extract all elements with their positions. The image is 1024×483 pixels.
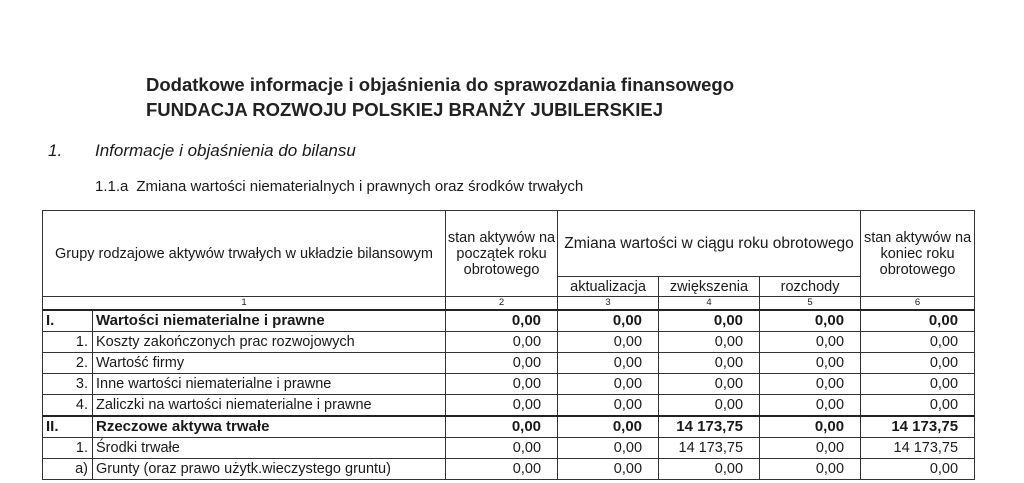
- value-cell: 0,00: [558, 438, 659, 459]
- value-cell: 0,00: [659, 459, 760, 480]
- value-cell: 0,00: [760, 332, 861, 353]
- value-cell: 0,00: [659, 332, 760, 353]
- value-cell: 0,00: [558, 416, 659, 438]
- value-cell: 0,00: [659, 310, 760, 332]
- section-title: Informacje i objaśnienia do bilansu: [95, 141, 356, 160]
- row-number: a): [43, 459, 93, 480]
- value-cell: 0,00: [558, 353, 659, 374]
- row-label: Koszty zakończonych prac rozwojowych: [93, 332, 446, 353]
- value-cell: 0,00: [446, 438, 558, 459]
- col-number: 5: [760, 297, 861, 311]
- value-cell: 0,00: [558, 332, 659, 353]
- value-cell: 0,00: [558, 459, 659, 480]
- header-change: Zmiana wartości w ciągu roku obrotowego: [558, 211, 861, 277]
- value-cell: 14 173,75: [861, 416, 975, 438]
- row-label: Inne wartości niematerialne i prawne: [93, 374, 446, 395]
- value-cell: 0,00: [760, 310, 861, 332]
- subsection-title: Zmiana wartości niematerialnych i prawnych oraz środków trwałych: [136, 178, 584, 195]
- value-cell: 0,00: [760, 353, 861, 374]
- table-row: [43, 416, 975, 438]
- value-cell: 14 173,75: [861, 438, 975, 459]
- value-cell: 0,00: [861, 374, 975, 395]
- row-number: 2.: [43, 353, 93, 374]
- col-number: 2: [446, 297, 558, 311]
- col-number: 3: [558, 297, 659, 311]
- value-cell: 0,00: [760, 438, 861, 459]
- row-label: Rzeczowe aktywa trwałe: [93, 416, 446, 438]
- value-cell: 0,00: [446, 332, 558, 353]
- header-zwiekszenia: zwiększenia: [659, 277, 760, 297]
- value-cell: 0,00: [558, 395, 659, 417]
- value-cell: 0,00: [760, 395, 861, 417]
- value-cell: 0,00: [446, 310, 558, 332]
- value-cell: 0,00: [446, 374, 558, 395]
- section-number: 1.: [48, 141, 63, 160]
- header-aktualizacja: aktualizacja: [558, 277, 659, 297]
- document-title: Dodatkowe informacje i objaśnienia do sprawozdania finansowego: [146, 74, 734, 95]
- value-cell: 0,00: [558, 310, 659, 332]
- value-cell: 0,00: [861, 395, 975, 417]
- fixed-assets-table: [42, 210, 975, 480]
- value-cell: 0,00: [446, 353, 558, 374]
- value-cell: 0,00: [760, 374, 861, 395]
- value-cell: 0,00: [760, 459, 861, 480]
- subsection-heading: [95, 178, 591, 195]
- col-number: 1: [43, 297, 446, 311]
- value-cell: 0,00: [861, 332, 975, 353]
- row-label: Zaliczki na wartości niematerialne i prawne: [93, 395, 446, 417]
- subsection-number: 1.1.a: [95, 178, 129, 195]
- table-row: [43, 332, 975, 353]
- row-number: 1.: [43, 438, 93, 459]
- table-row: [43, 395, 975, 417]
- value-cell: 0,00: [861, 310, 975, 332]
- row-number: II.: [43, 416, 93, 438]
- value-cell: 0,00: [446, 395, 558, 417]
- header-start: stan aktywów na początek roku obrotowego: [446, 211, 558, 297]
- table-row: [43, 459, 975, 480]
- row-number: 3.: [43, 374, 93, 395]
- table-row: [43, 374, 975, 395]
- header-end: stan aktywów na koniec roku obrotowego: [861, 211, 975, 297]
- value-cell: 0,00: [760, 416, 861, 438]
- header-rozchody: rozchody: [760, 277, 861, 297]
- table-row: [43, 353, 975, 374]
- table-row: [43, 438, 975, 459]
- col-number: 4: [659, 297, 760, 311]
- value-cell: 0,00: [659, 353, 760, 374]
- row-label: Wartość firmy: [93, 353, 446, 374]
- row-label: Grunty (oraz prawo użytk.wieczystego gruntu): [93, 459, 446, 480]
- header-groups: Grupy rodzajowe aktywów trwałych w układzie bilansowym: [43, 211, 446, 297]
- value-cell: 0,00: [861, 353, 975, 374]
- value-cell: 0,00: [659, 374, 760, 395]
- row-number: 4.: [43, 395, 93, 417]
- table-row: [43, 310, 975, 332]
- col-number: 6: [861, 297, 975, 311]
- value-cell: 0,00: [861, 459, 975, 480]
- row-label: Wartości niematerialne i prawne: [93, 310, 446, 332]
- value-cell: 0,00: [446, 416, 558, 438]
- row-number: 1.: [43, 332, 93, 353]
- row-number: I.: [43, 310, 93, 332]
- organization-name: FUNDACJA ROZWOJU POLSKIEJ BRANŻY JUBILERSKIEJ: [146, 99, 664, 120]
- value-cell: 0,00: [446, 459, 558, 480]
- value-cell: 0,00: [659, 395, 760, 417]
- value-cell: 0,00: [558, 374, 659, 395]
- row-label: Środki trwałe: [93, 438, 446, 459]
- value-cell: 14 173,75: [659, 416, 760, 438]
- column-numbers-row: [43, 297, 975, 311]
- value-cell: 14 173,75: [659, 438, 760, 459]
